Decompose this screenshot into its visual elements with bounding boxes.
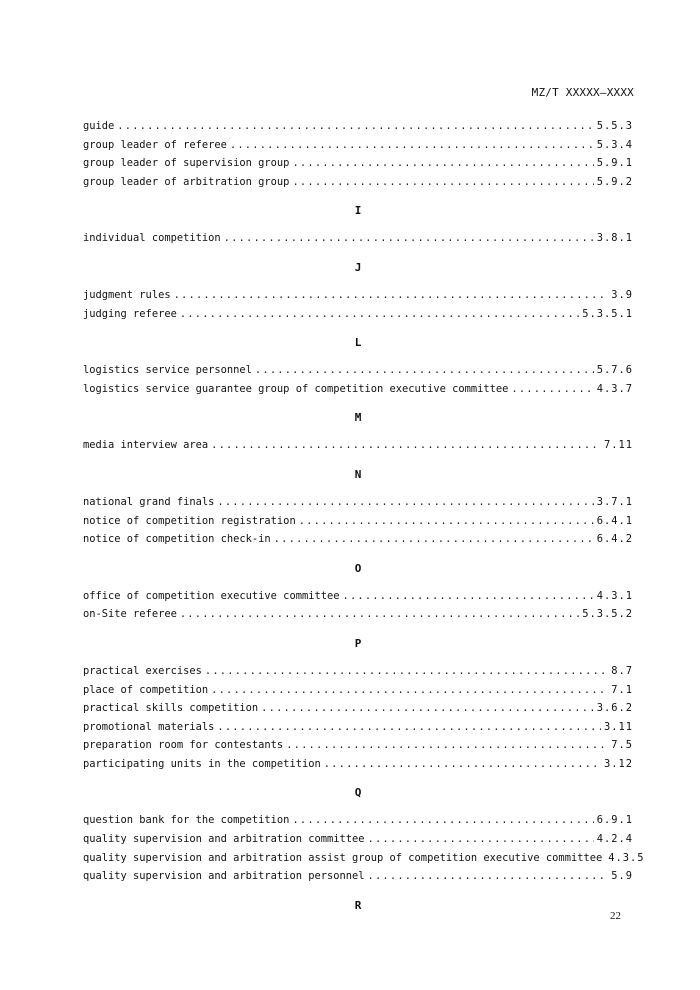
entry-term: practical exercises xyxy=(83,664,202,677)
section-letter-o: O xyxy=(354,561,362,575)
index-entry xyxy=(83,154,633,173)
index-entry xyxy=(83,380,633,399)
index-entry xyxy=(83,530,633,549)
entry-clause-number: 4.3.7 xyxy=(596,382,633,395)
entry-clause-number: 7.11 xyxy=(603,439,633,452)
dot-leader xyxy=(292,811,593,830)
index-list xyxy=(83,117,645,924)
section-letter-p: P xyxy=(354,636,362,650)
entry-term: individual competition xyxy=(83,232,221,245)
entry-term: logistics service guarantee group of competition executive committee xyxy=(83,382,509,395)
index-entry xyxy=(83,681,633,700)
section-letter-l: L xyxy=(354,336,362,350)
dot-leader xyxy=(224,229,594,248)
index-entry xyxy=(83,811,633,830)
dot-leader xyxy=(211,436,601,455)
dot-leader xyxy=(117,117,593,136)
entry-term: participating units in the competition xyxy=(83,757,321,770)
entry-clause-number: 6.9.1 xyxy=(596,814,633,827)
entry-term: judgment rules xyxy=(83,288,171,301)
index-entry xyxy=(83,830,633,849)
entry-term: judging referee xyxy=(83,307,177,320)
index-entry xyxy=(83,286,633,305)
entry-term: group leader of arbitration group xyxy=(83,175,290,188)
entry-term: logistics service personnel xyxy=(83,364,252,377)
index-entry xyxy=(83,699,633,718)
document-code: MZ/T XXXXX—XXXX xyxy=(531,86,634,99)
entry-clause-number: 7.1 xyxy=(611,683,633,696)
entry-clause-number: 3.12 xyxy=(603,757,633,770)
entry-term: national grand finals xyxy=(83,495,215,508)
entry-term: office of competition executive committee xyxy=(83,589,340,602)
entry-term: on-Site referee xyxy=(83,608,177,621)
section-letter-n: N xyxy=(354,467,362,481)
dot-leader xyxy=(324,755,601,774)
entry-clause-number: 5.9.2 xyxy=(596,175,633,188)
page-number: 22 xyxy=(610,910,621,922)
dot-leader xyxy=(368,867,609,886)
entry-clause-number: 4.2.4 xyxy=(596,833,633,846)
entry-term: preparation room for contestants xyxy=(83,739,284,752)
entry-clause-number: 5.3.5.1 xyxy=(582,307,633,320)
entry-term: quality supervision and arbitration committee xyxy=(83,833,365,846)
entry-clause-number: 5.9 xyxy=(611,870,633,883)
dot-leader xyxy=(292,154,593,173)
dot-leader xyxy=(230,136,594,155)
dot-leader xyxy=(180,605,579,624)
index-entry xyxy=(83,849,645,868)
section-letter-j: J xyxy=(354,260,362,274)
index-entry xyxy=(83,736,633,755)
dot-leader xyxy=(217,493,593,512)
index-entry xyxy=(83,493,633,512)
entry-clause-number: 7.5 xyxy=(611,739,633,752)
dot-leader xyxy=(274,530,594,549)
index-entry xyxy=(83,136,633,155)
index-entry xyxy=(83,436,633,455)
section-letter-q: Q xyxy=(354,786,362,800)
dot-leader xyxy=(511,380,593,399)
dot-leader xyxy=(368,830,594,849)
entry-term: quality supervision and arbitration personnel xyxy=(83,870,365,883)
entry-clause-number: 5.9.1 xyxy=(596,157,633,170)
entry-clause-number: 5.5.3 xyxy=(596,120,633,132)
entry-clause-number: 3.9 xyxy=(611,288,633,301)
entry-clause-number: 3.6.2 xyxy=(596,702,633,715)
entry-clause-number: 3.11 xyxy=(603,720,633,733)
entry-term: quality supervision and arbitration assist group of competition executive committee xyxy=(83,851,603,864)
entry-clause-number: 5.3.5.2 xyxy=(582,608,633,621)
entry-term: question bank for the competition xyxy=(83,814,290,827)
entry-term: promotional materials xyxy=(83,720,215,733)
entry-term: group leader of referee xyxy=(83,138,227,151)
entry-clause-number: 8.7 xyxy=(611,664,633,677)
index-entry xyxy=(83,117,633,136)
entry-term: notice of competition registration xyxy=(83,514,296,527)
entry-term: media interview area xyxy=(83,439,209,452)
index-entry xyxy=(83,229,633,248)
index-entry xyxy=(83,605,633,624)
index-entry xyxy=(83,718,633,737)
dot-leader xyxy=(342,587,593,606)
section-letter-i: I xyxy=(354,204,362,218)
section-letter-m: M xyxy=(354,411,362,425)
dot-leader xyxy=(255,361,594,380)
entry-term: group leader of supervision group xyxy=(83,157,290,170)
index-entry xyxy=(83,662,633,681)
dot-leader xyxy=(299,512,594,531)
entry-clause-number: 5.3.4 xyxy=(596,138,633,151)
entry-term: notice of competition check-in xyxy=(83,533,271,546)
entry-term: guide xyxy=(83,120,115,132)
index-entry xyxy=(83,587,633,606)
dot-leader xyxy=(180,305,579,324)
section-letter-r: R xyxy=(354,898,362,912)
index-entry xyxy=(83,867,633,886)
dot-leader xyxy=(205,662,608,681)
entry-clause-number: 4.3.5 xyxy=(608,851,645,864)
index-entry xyxy=(83,512,633,531)
entry-term: practical skills competition xyxy=(83,702,259,715)
entry-term: place of competition xyxy=(83,683,209,696)
index-entry xyxy=(83,305,633,324)
dot-leader xyxy=(286,736,608,755)
dot-leader xyxy=(217,718,601,737)
entry-clause-number: 5.7.6 xyxy=(596,364,633,377)
index-entry xyxy=(83,361,633,380)
entry-clause-number: 4.3.1 xyxy=(596,589,633,602)
index-entry xyxy=(83,173,633,192)
entry-clause-number: 3.8.1 xyxy=(596,232,633,245)
entry-clause-number: 3.7.1 xyxy=(596,495,633,508)
dot-leader xyxy=(292,173,593,192)
dot-leader xyxy=(174,286,609,305)
dot-leader xyxy=(261,699,594,718)
index-entry xyxy=(83,755,633,774)
entry-clause-number: 6.4.1 xyxy=(596,514,633,527)
dot-leader xyxy=(211,681,608,700)
entry-clause-number: 6.4.2 xyxy=(596,533,633,546)
